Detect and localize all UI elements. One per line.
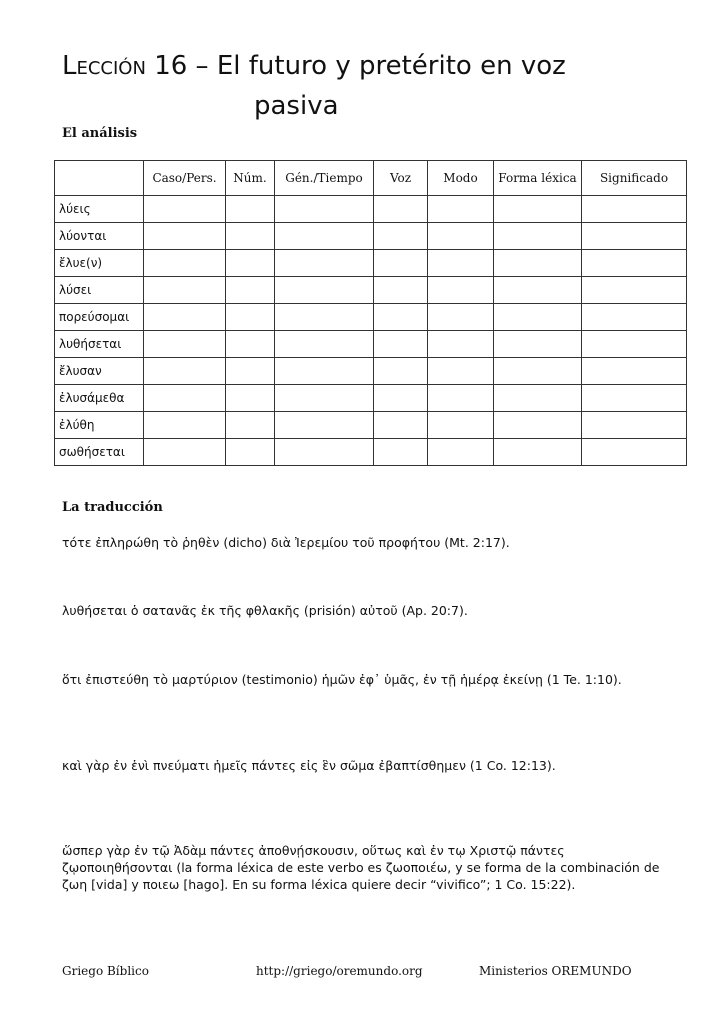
answer-cell: [494, 223, 582, 250]
column-header: Caso/Pers.: [144, 161, 226, 196]
title-line-2: pasiva: [254, 91, 339, 121]
answer-cell: [226, 196, 275, 223]
table-row: [55, 196, 687, 223]
answer-cell: [494, 385, 582, 412]
answer-cell: [144, 250, 226, 277]
column-header: [55, 161, 144, 196]
answer-cell: [144, 304, 226, 331]
analysis-heading: El análisis: [62, 126, 138, 141]
greek-word: λυθήσεται: [55, 331, 144, 358]
answer-cell: [494, 358, 582, 385]
answer-cell: [226, 223, 275, 250]
greek-word: λύεις: [55, 196, 144, 223]
column-header: Gén./Tiempo: [275, 161, 374, 196]
footer-url: http://griego/oremundo.org: [256, 964, 423, 978]
column-header: Voz: [374, 161, 428, 196]
answer-cell: [144, 412, 226, 439]
greek-word: λύσει: [55, 277, 144, 304]
answer-cell: [144, 196, 226, 223]
answer-cell: [428, 277, 494, 304]
table-row: [55, 331, 687, 358]
answer-cell: [275, 331, 374, 358]
answer-cell: [374, 331, 428, 358]
answer-cell: [226, 304, 275, 331]
answer-cell: [428, 304, 494, 331]
answer-cell: [494, 196, 582, 223]
answer-cell: [275, 385, 374, 412]
answer-cell: [582, 304, 687, 331]
answer-cell: [494, 277, 582, 304]
answer-cell: [144, 223, 226, 250]
answer-cell: [582, 277, 687, 304]
table-body: [55, 196, 687, 466]
answer-cell: [428, 412, 494, 439]
sentence-5: ὥσπερ γὰρ ἐν τῷ Ἀδὰμ πάντες ἀποθνῄσκουσιν, οὕτως καὶ ἐν τῳ Χριστῷ πάντες ζῳοποιηθήσονται (la forma léxica de este verbo es ζωοποιέω, y se forma de la combinación de ζωη [vida] y ποιεω [hago]. En su forma léxica quiere decir “vivifico”; 1 Co. 15:22).: [62, 843, 660, 892]
table-row: [55, 385, 687, 412]
answer-cell: [275, 412, 374, 439]
answer-cell: [494, 331, 582, 358]
table-row: [55, 412, 687, 439]
footer-left: Griego Bíblico: [62, 964, 149, 978]
answer-cell: [428, 385, 494, 412]
table-row: [55, 277, 687, 304]
answer-cell: [582, 250, 687, 277]
answer-cell: [582, 223, 687, 250]
table-row: [55, 439, 687, 466]
table-header: [55, 161, 687, 196]
lesson-label: Lección 16: [62, 51, 188, 81]
answer-cell: [144, 277, 226, 304]
table-row: [55, 304, 687, 331]
greek-word: ἔλυσαν: [55, 358, 144, 385]
answer-cell: [428, 250, 494, 277]
greek-word: ἔλυε(ν): [55, 250, 144, 277]
answer-cell: [374, 385, 428, 412]
answer-cell: [428, 196, 494, 223]
answer-cell: [144, 439, 226, 466]
answer-cell: [582, 358, 687, 385]
answer-cell: [226, 331, 275, 358]
answer-cell: [226, 412, 275, 439]
table-row: [55, 358, 687, 385]
column-header: Significado: [582, 161, 687, 196]
answer-cell: [226, 385, 275, 412]
answer-cell: [374, 223, 428, 250]
answer-cell: [374, 250, 428, 277]
answer-cell: [494, 250, 582, 277]
answer-cell: [582, 385, 687, 412]
answer-cell: [275, 223, 374, 250]
greek-word: ἐλύθη: [55, 412, 144, 439]
answer-cell: [494, 439, 582, 466]
column-header: Forma léxica: [494, 161, 582, 196]
answer-cell: [374, 412, 428, 439]
answer-cell: [374, 277, 428, 304]
answer-cell: [144, 331, 226, 358]
sentence-2: λυθήσεται ὁ σατανᾶς ἐκ τῆς φθλακῆς (prisión) αὐτοῦ (Ap. 20:7).: [62, 603, 468, 618]
answer-cell: [374, 439, 428, 466]
answer-cell: [275, 250, 374, 277]
answer-cell: [226, 277, 275, 304]
answer-cell: [275, 439, 374, 466]
answer-cell: [374, 358, 428, 385]
greek-word: ἐλυσάμεθα: [55, 385, 144, 412]
sentence-1: τότε ἐπληρώθη τὸ ῥηθὲν (dicho) διὰ Ἰερεμίου τοῦ προφήτου (Mt. 2:17).: [62, 535, 510, 550]
answer-cell: [582, 439, 687, 466]
answer-cell: [428, 223, 494, 250]
answer-cell: [275, 277, 374, 304]
greek-word: πορεύσομαι: [55, 304, 144, 331]
answer-cell: [275, 358, 374, 385]
translation-heading: La traducción: [62, 500, 163, 515]
answer-cell: [226, 358, 275, 385]
answer-cell: [582, 196, 687, 223]
greek-word: λύονται: [55, 223, 144, 250]
column-header: Modo: [428, 161, 494, 196]
answer-cell: [428, 358, 494, 385]
footer-right: Ministerios OREMUNDO: [479, 964, 632, 978]
answer-cell: [374, 196, 428, 223]
answer-cell: [144, 358, 226, 385]
answer-cell: [582, 412, 687, 439]
table-row: [55, 250, 687, 277]
answer-cell: [144, 385, 226, 412]
header-row: [55, 161, 687, 196]
answer-cell: [275, 304, 374, 331]
greek-word: σωθήσεται: [55, 439, 144, 466]
lesson-title: [62, 46, 662, 126]
answer-cell: [374, 304, 428, 331]
answer-cell: [226, 250, 275, 277]
table-row: [55, 223, 687, 250]
answer-cell: [275, 196, 374, 223]
column-header: Núm.: [226, 161, 275, 196]
answer-cell: [494, 412, 582, 439]
answer-cell: [428, 331, 494, 358]
answer-cell: [494, 304, 582, 331]
title-line-1: – El futuro y pretérito en voz: [187, 51, 566, 81]
answer-cell: [428, 439, 494, 466]
sentence-3: ὅτι ἐπιστεύθη τὸ μαρτύριον (testimonio) ἡμῶν ἐφ᾽ ὑμᾶς, ἐν τῇ ἡμέρᾳ ἐκείνῃ (1 Te. 1:10).: [62, 672, 622, 687]
answer-cell: [226, 439, 275, 466]
answer-cell: [582, 331, 687, 358]
analysis-table: [54, 160, 687, 466]
sentence-4: καὶ γὰρ ἐν ἑνὶ πνεύματι ἡμεῖς πάντες εἰς ἓν σῶμα ἐβαπτίσθημεν (1 Co. 12:13).: [62, 758, 556, 773]
